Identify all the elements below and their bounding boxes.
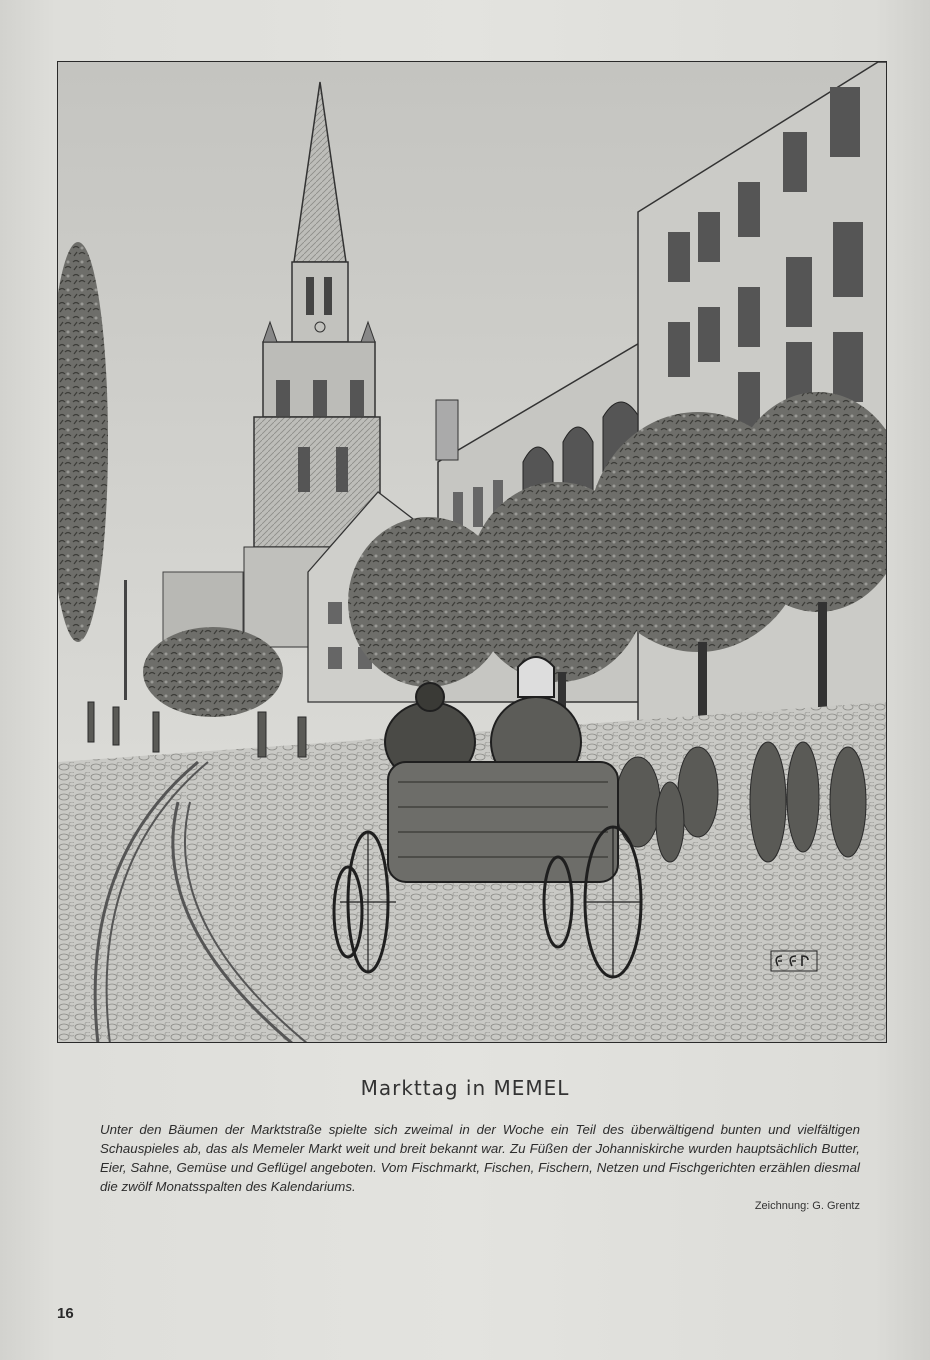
page-number: 16: [57, 1305, 74, 1322]
drawing-svg: [58, 62, 887, 1043]
caption-credit: Zeichnung: G. Grentz: [754, 1200, 860, 1212]
caption-body: Unter den Bäumen der Marktstraße spielte sich zweimal in der Woche ein Teil des überwältigend bunten und vielfältigen Schauspieles ab, das als Memeler Markt weit und breit bekannt war. Zu Füßen der Johanniskirche wurden hauptsächlich Butter, Eier, Sahne, Gemüse und Geflügel angeboten. Vom Fischmarkt, Fischen, Fischern, Netzen und Fischgerichten erzählen diesmal die zwölf Monatsspalten des Kalendariums.: [100, 1122, 860, 1194]
artist-signature: [770, 950, 818, 972]
caption-title: Markttag in MEMEL: [360, 1076, 570, 1100]
market-street-drawing: [57, 61, 887, 1043]
